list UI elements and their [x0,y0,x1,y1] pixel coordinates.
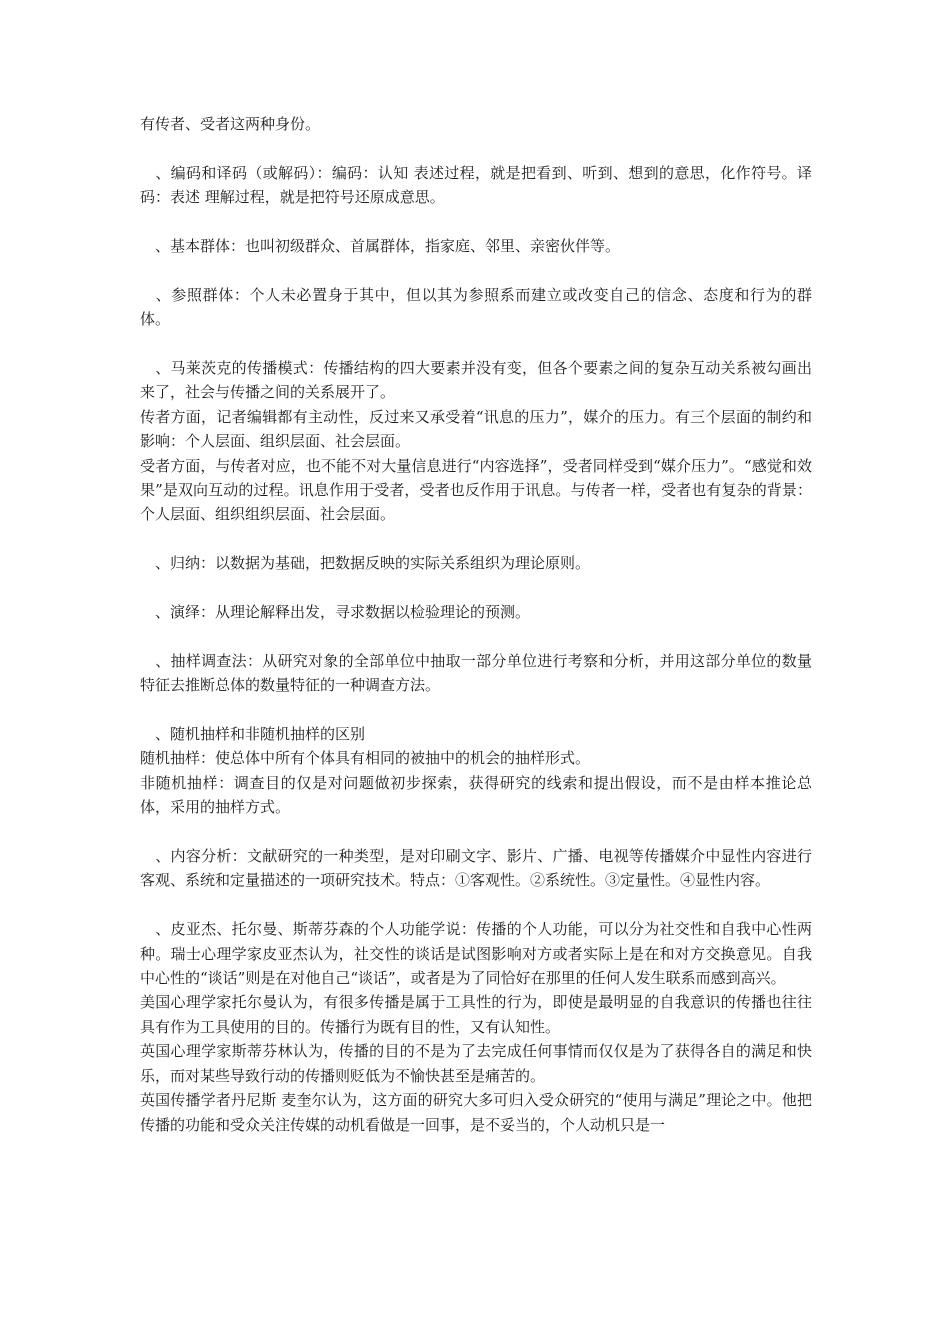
paragraph: 、内容分析：文献研究的一种类型，是对印刷文字、影片、广播、电视等传播媒介中显性内容进行客观、系统和定量描述的一项研究技术。特点：①客观性。②系统性。③定量性。④显性内容。 [140,847,812,890]
paragraph: 、随机抽样和非随机抽样的区别 [140,725,366,744]
paragraph: 、皮亚杰、托尔曼、斯蒂芬森的个人功能学说：传播的个人功能，可以分为社交性和自我中心性两种。瑞士心理学家皮亚杰认为，社交性的谈话是试图影响对方或者实际上是在和对方交换意见。自我中心性的“谈话”则是在对他自己“谈话”，或者是为了同恰好在那里的任何人发生联系而感到高兴。 [140,920,812,988]
paragraph-spacer [140,820,812,844]
paragraph: 非随机抽样：调查目的仅是对问题做初步探索，获得研究的线索和提出假设，而不是由样本推论总体，采用的抽样方式。 [140,773,812,817]
paragraph-spacer [140,258,812,282]
paragraph-spacer [140,576,812,600]
paragraph-spacer [140,527,812,551]
paragraph: 随机抽样：使总体中所有个体具有相同的被抽中的机会的抽样形式。 [140,749,591,768]
paragraph: 传者方面，记者编辑都有主动性，反过来又承受着“讯息的压力”，媒介的压力。有三个层面的制约和影响：个人层面、组织层面、社会层面。 [140,407,812,451]
paragraph: 、参照群体：个人未必置身于其中，但以其为参照系而建立或改变自己的信念、态度和行为的群体。 [140,285,812,329]
paragraph: 、归纳：以数据为基础，把数据反映的实际关系组织为理论原则。 [140,554,591,573]
paragraph: 受者方面，与传者对应，也不能不对大量信息进行“内容选择”，受者同样受到“媒介压力”。“感觉和效果”是双向互动的过程。讯息作用于受者，受者也反作用于讯息。与传者一样，受者也有复杂的背景：个人层面、组织组织层面、社会层面。 [140,456,812,524]
paragraph-spacer [140,624,812,648]
paragraph-spacer [140,698,812,722]
paragraph-spacer [140,210,812,234]
paragraph-spacer [140,893,812,917]
paragraph: 英国心理学家斯蒂芬林认为，传播的目的不是为了去完成任何事情而仅仅是为了获得各自的满足和快乐，而对某些导致行动的传播则贬低为不愉快甚至是痛苦的。 [140,1042,812,1085]
paragraph-spacer [140,136,812,160]
document-body [140,112,812,1137]
paragraph: 美国心理学家托尔曼认为，有很多传播是属于工具性的行为，即使是最明显的自我意识的传播也往往具有作为工具使用的目的。传播行为既有目的性，又有认知性。 [140,993,812,1036]
paragraph: 、抽样调查法：从研究对象的全部单位中抽取一部分单位进行考察和分析，并用这部分单位的数量特征去推断总体的数量特征的一种调查方法。 [140,651,812,695]
paragraph: 英国传播学者丹尼斯 麦奎尔认为，这方面的研究大多可归入受众研究的“使用与满足”理论之中。他把传播的功能和受众关注传媒的动机看做是一回事，是不妥当的，个人动机只是一 [140,1091,812,1134]
paragraph: 、演绎：从理论解释出发，寻求数据以检验理论的预测。 [140,603,531,622]
paragraph: 有传者、受者这两种身份。 [140,115,321,133]
paragraph: 、基本群体：也叫初级群众、首属群体，指家庭、邻里、亲密伙伴等。 [140,237,621,255]
paragraph: 、编码和译码（或解码）：编码：认知 表述过程，就是把看到、听到、想到的意思，化作符号。译码：表述 理解过程，就是把符号还原成意思。 [140,163,812,207]
paragraph: 、马莱茨克的传播模式：传播结构的四大要素并没有变，但各个要素之间的复杂互动关系被勾画出来了，社会与传播之间的关系展开了。 [140,359,812,402]
paragraph-spacer [140,332,812,356]
